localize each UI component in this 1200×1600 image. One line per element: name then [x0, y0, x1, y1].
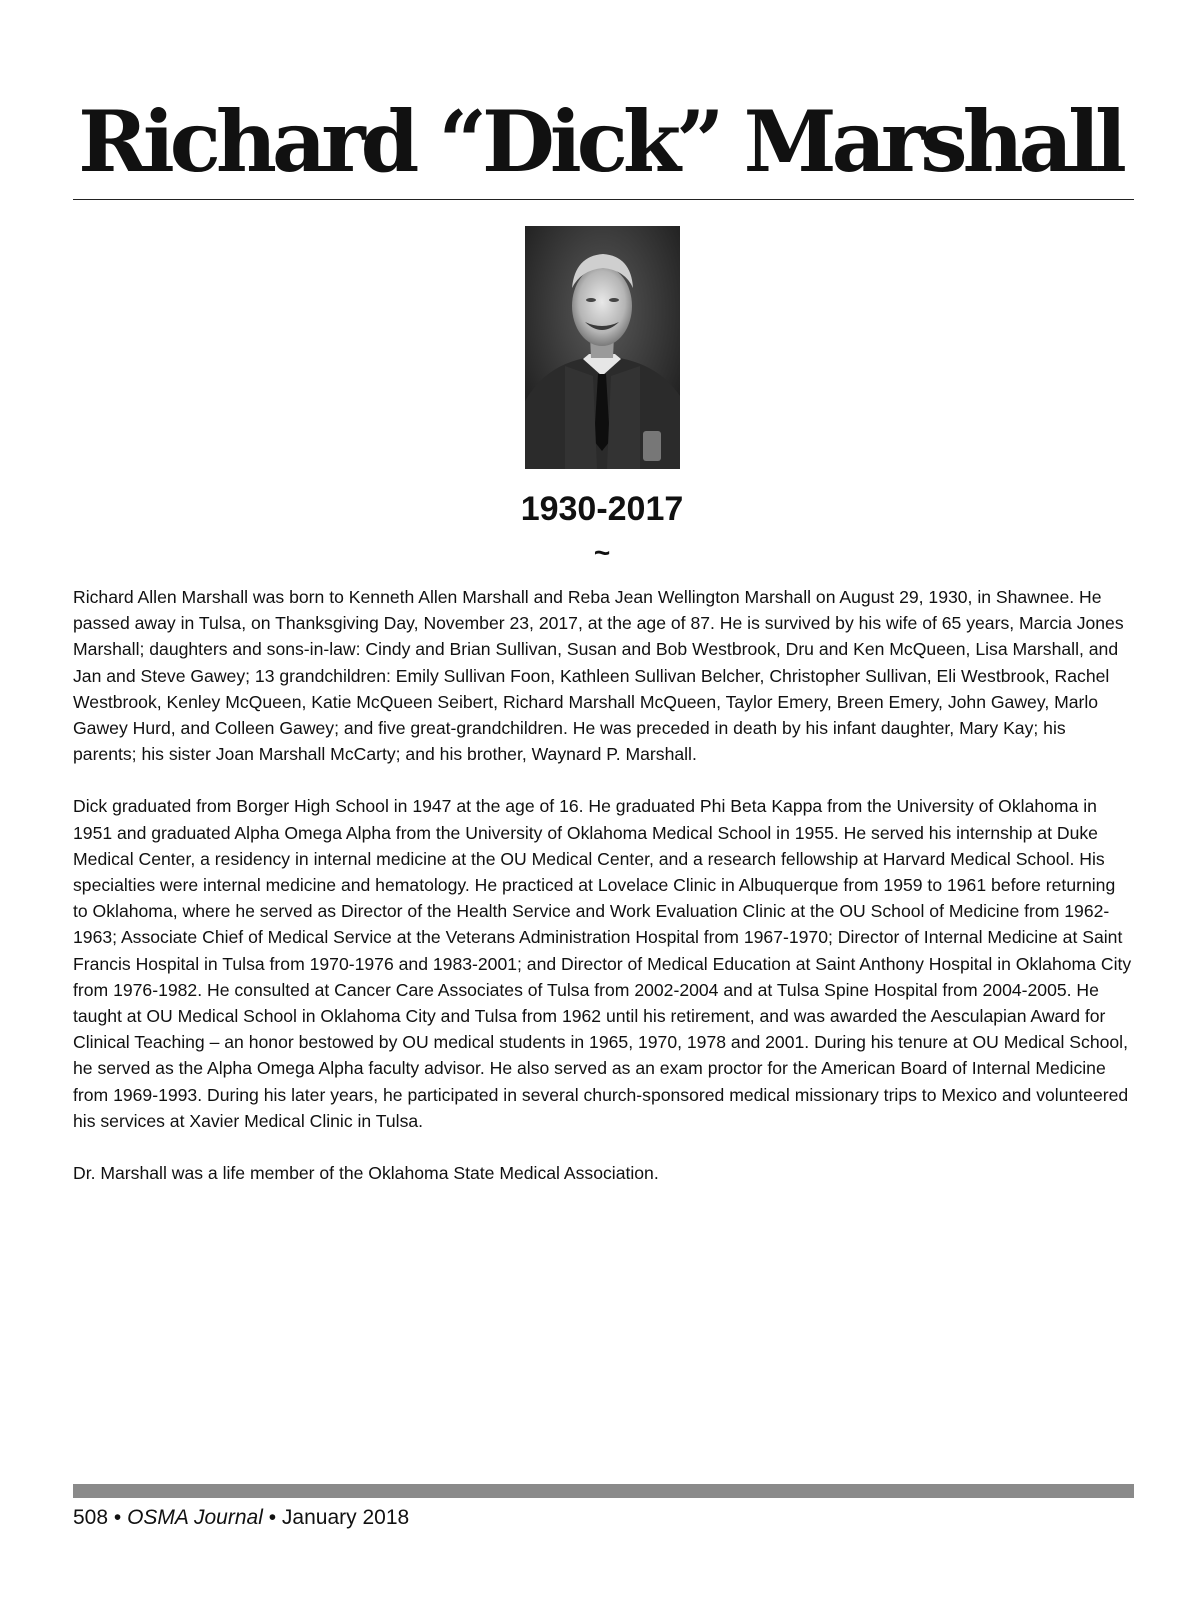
page-footer: [73, 1506, 409, 1530]
portrait-photo: [525, 226, 680, 469]
life-years: 1930-2017: [520, 490, 684, 528]
paragraph-family: Richard Allen Marshall was born to Kenneth Allen Marshall and Reba Jean Wellington Marshall on August 29, 1930, in Shawnee. He passed away in Tulsa, on Thanksgiving Day, November 23, 2017, at the age of 87. He is survived by his wife of 65 years, Marcia Jones Marshall; daughters and sons-in-law: Cindy and Brian Sullivan, Susan and Bob Westbrook, Dru and Ken McQueen, Lisa Marshall, and Jan and Steve Gawey; 13 grandchildren: Emily Sullivan Foon, Kathleen Sullivan Belcher, Christopher Sullivan, Eli Westbrook, Rachel Westbrook, Kenley McQueen, Katie McQueen Seibert, Richard Marshall McQueen, Taylor Emery, Breen Emery, John Gawey, Marlo Gawey Hurd, and Colleen Gawey; and five great-grandchildren. He was preceded in death by his infant daughter, Mary Kay; his parents; his sister Joan Marshall McCarty; and his brother, Waynard P. Marshall.: [73, 587, 1124, 765]
page-number: 508: [73, 1506, 109, 1529]
title-divider: [73, 199, 1134, 200]
footer-divider: [73, 1484, 1134, 1498]
portrait-photo-icon: [525, 226, 680, 469]
footer-bullet: •: [113, 1506, 122, 1529]
page-title: Richard “Dick” Marshall: [78, 92, 1122, 191]
paragraph-career: Dick graduated from Borger High School in 1947 at the age of 16. He graduated Phi Beta Kappa from the University of Oklahoma in 1951 and graduated Alpha Omega Alpha from the University of Oklahoma Medical School in 1955. He served his internship at Duke Medical Center, a residency in internal medicine at the OU Medical Center, and a research fellowship at Harvard Medical School. His specialties were internal medicine and hematology. He practiced at Lovelace Clinic in Albuquerque from 1959 to 1961 before returning to Oklahoma, where he served as Director of the Health Service and Work Evaluation Clinic at the OU School of Medicine from 1962-1963; Associate Chief of Medical Service at the Veterans Administration Hospital from 1967-1970; Director of Internal Medicine at Saint Francis Hospital in Tulsa from 1970-1976 and 1983-2001; and Director of Medical Education at Saint Anthony Hospital in Oklahoma City from 1976-1982. He consulted at Cancer Care Associates of Tulsa from 2002-2004 and at Tulsa Spine Hospital from 2004-2005. He taught at OU Medical School in Oklahoma City and Tulsa from 1962 until his retirement, and was awarded the Aesculapian Award for Clinical Teaching – an honor bestowed by OU medical students in 1965, 1970, 1978 and 2001. During his tenure at OU Medical School, he served as the Alpha Omega Alpha faculty advisor. He also served as an exam proctor for the American Board of Internal Medicine from 1969-1993. During his later years, he participated in several church-sponsored medical missionary trips to Mexico and volunteered his services at Xavier Medical Clinic in Tulsa.: [73, 796, 1132, 1131]
footer-bullet: •: [268, 1506, 277, 1529]
obituary-body: [73, 584, 1133, 1212]
journal-name: OSMA Journal: [127, 1506, 263, 1529]
paragraph-membership: Dr. Marshall was a life member of the Oklahoma State Medical Association.: [73, 1163, 659, 1184]
issue-date: January 2018: [281, 1506, 410, 1529]
separator: ~: [593, 537, 611, 568]
